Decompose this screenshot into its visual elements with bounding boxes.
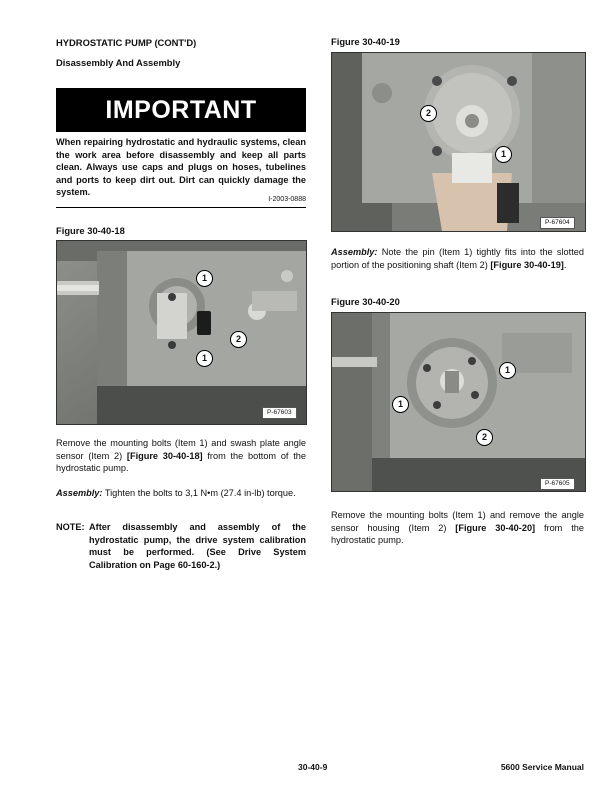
- assembly-instruction-right: Assembly: Note the pin (Item 1) tightly fits into the slotted portion of the positioning shaft (Item 2) [Figure 30-40-19].: [331, 247, 584, 270]
- note-label: NOTE:: [56, 522, 85, 532]
- figure-code: P-67605: [540, 478, 575, 490]
- sensor-housing-photo: [332, 313, 585, 491]
- figure-30-40-20-title: Figure 30-40-20: [331, 296, 400, 307]
- figure-ref: [Figure 30-40-20]: [455, 522, 536, 533]
- page-number: 30-40-9: [298, 762, 328, 772]
- figure-ref: [Figure 30-40-18]: [126, 450, 203, 461]
- callout-item-1-left: 1: [392, 396, 409, 413]
- manual-title: 5600 Service Manual: [500, 762, 584, 772]
- callout-item-2: 2: [476, 429, 493, 446]
- pump-photo-left: [57, 241, 306, 424]
- callout-item-2: 2: [230, 331, 247, 348]
- important-code: I-2003-0888: [268, 196, 306, 203]
- subsection-title: Disassembly And Assembly: [56, 57, 181, 68]
- positioning-shaft-photo: [332, 53, 585, 231]
- remove-instruction-left: Remove the mounting bolts (Item 1) and swash plate angle sensor (Item 2) [Figure 30-40-18] from the bottom of the hydrostatic pump.: [56, 438, 306, 474]
- important-text: When repairing hydrostatic and hydraulic systems, clean the work area before disassembly and keep all parts clean. Always use caps and plugs on hoses, tubelines and ports to keep dirt out. Dirt can quickly damage the system.: [56, 137, 306, 198]
- figure-30-40-18: [56, 240, 307, 425]
- section-title: HYDROSTATIC PUMP (CONT'D): [56, 37, 197, 48]
- figure-code: P-67604: [540, 217, 575, 229]
- figure-30-40-19: [331, 52, 586, 232]
- important-banner: [56, 88, 306, 132]
- figure-30-40-19-title: Figure 30-40-19: [331, 36, 400, 47]
- figure-code: P-67603: [262, 407, 297, 419]
- callout-item-1: 1: [495, 146, 512, 163]
- important-divider: [56, 207, 306, 208]
- assembly-label: Assembly:: [56, 488, 103, 498]
- remove-instruction-right: Remove the mounting bolts (Item 1) and remove the angle sensor housing (Item 2) [Figure 30-40-20] from the hydrostatic pump.: [331, 510, 584, 546]
- callout-item-2: 2: [420, 105, 437, 122]
- callout-item-1-right: 1: [499, 362, 516, 379]
- assembly-instruction-left: Assembly: Tighten the bolts to 3,1 N•m (27.4 in-lb) torque.: [56, 488, 296, 498]
- figure-ref: [Figure 30-40-19]: [490, 259, 564, 270]
- callout-item-1-top: 1: [196, 270, 213, 287]
- assembly-label: Assembly:: [331, 247, 378, 257]
- callout-item-1-bottom: 1: [196, 350, 213, 367]
- important-label: IMPORTANT: [105, 96, 257, 124]
- note-text: After disassembly and assembly of the hydrostatic pump, the drive system calibration must be performed. (See Drive System Calibration on Page 60-160-2.): [89, 522, 306, 570]
- figure-30-40-20: [331, 312, 586, 492]
- figure-30-40-18-title: Figure 30-40-18: [56, 225, 125, 236]
